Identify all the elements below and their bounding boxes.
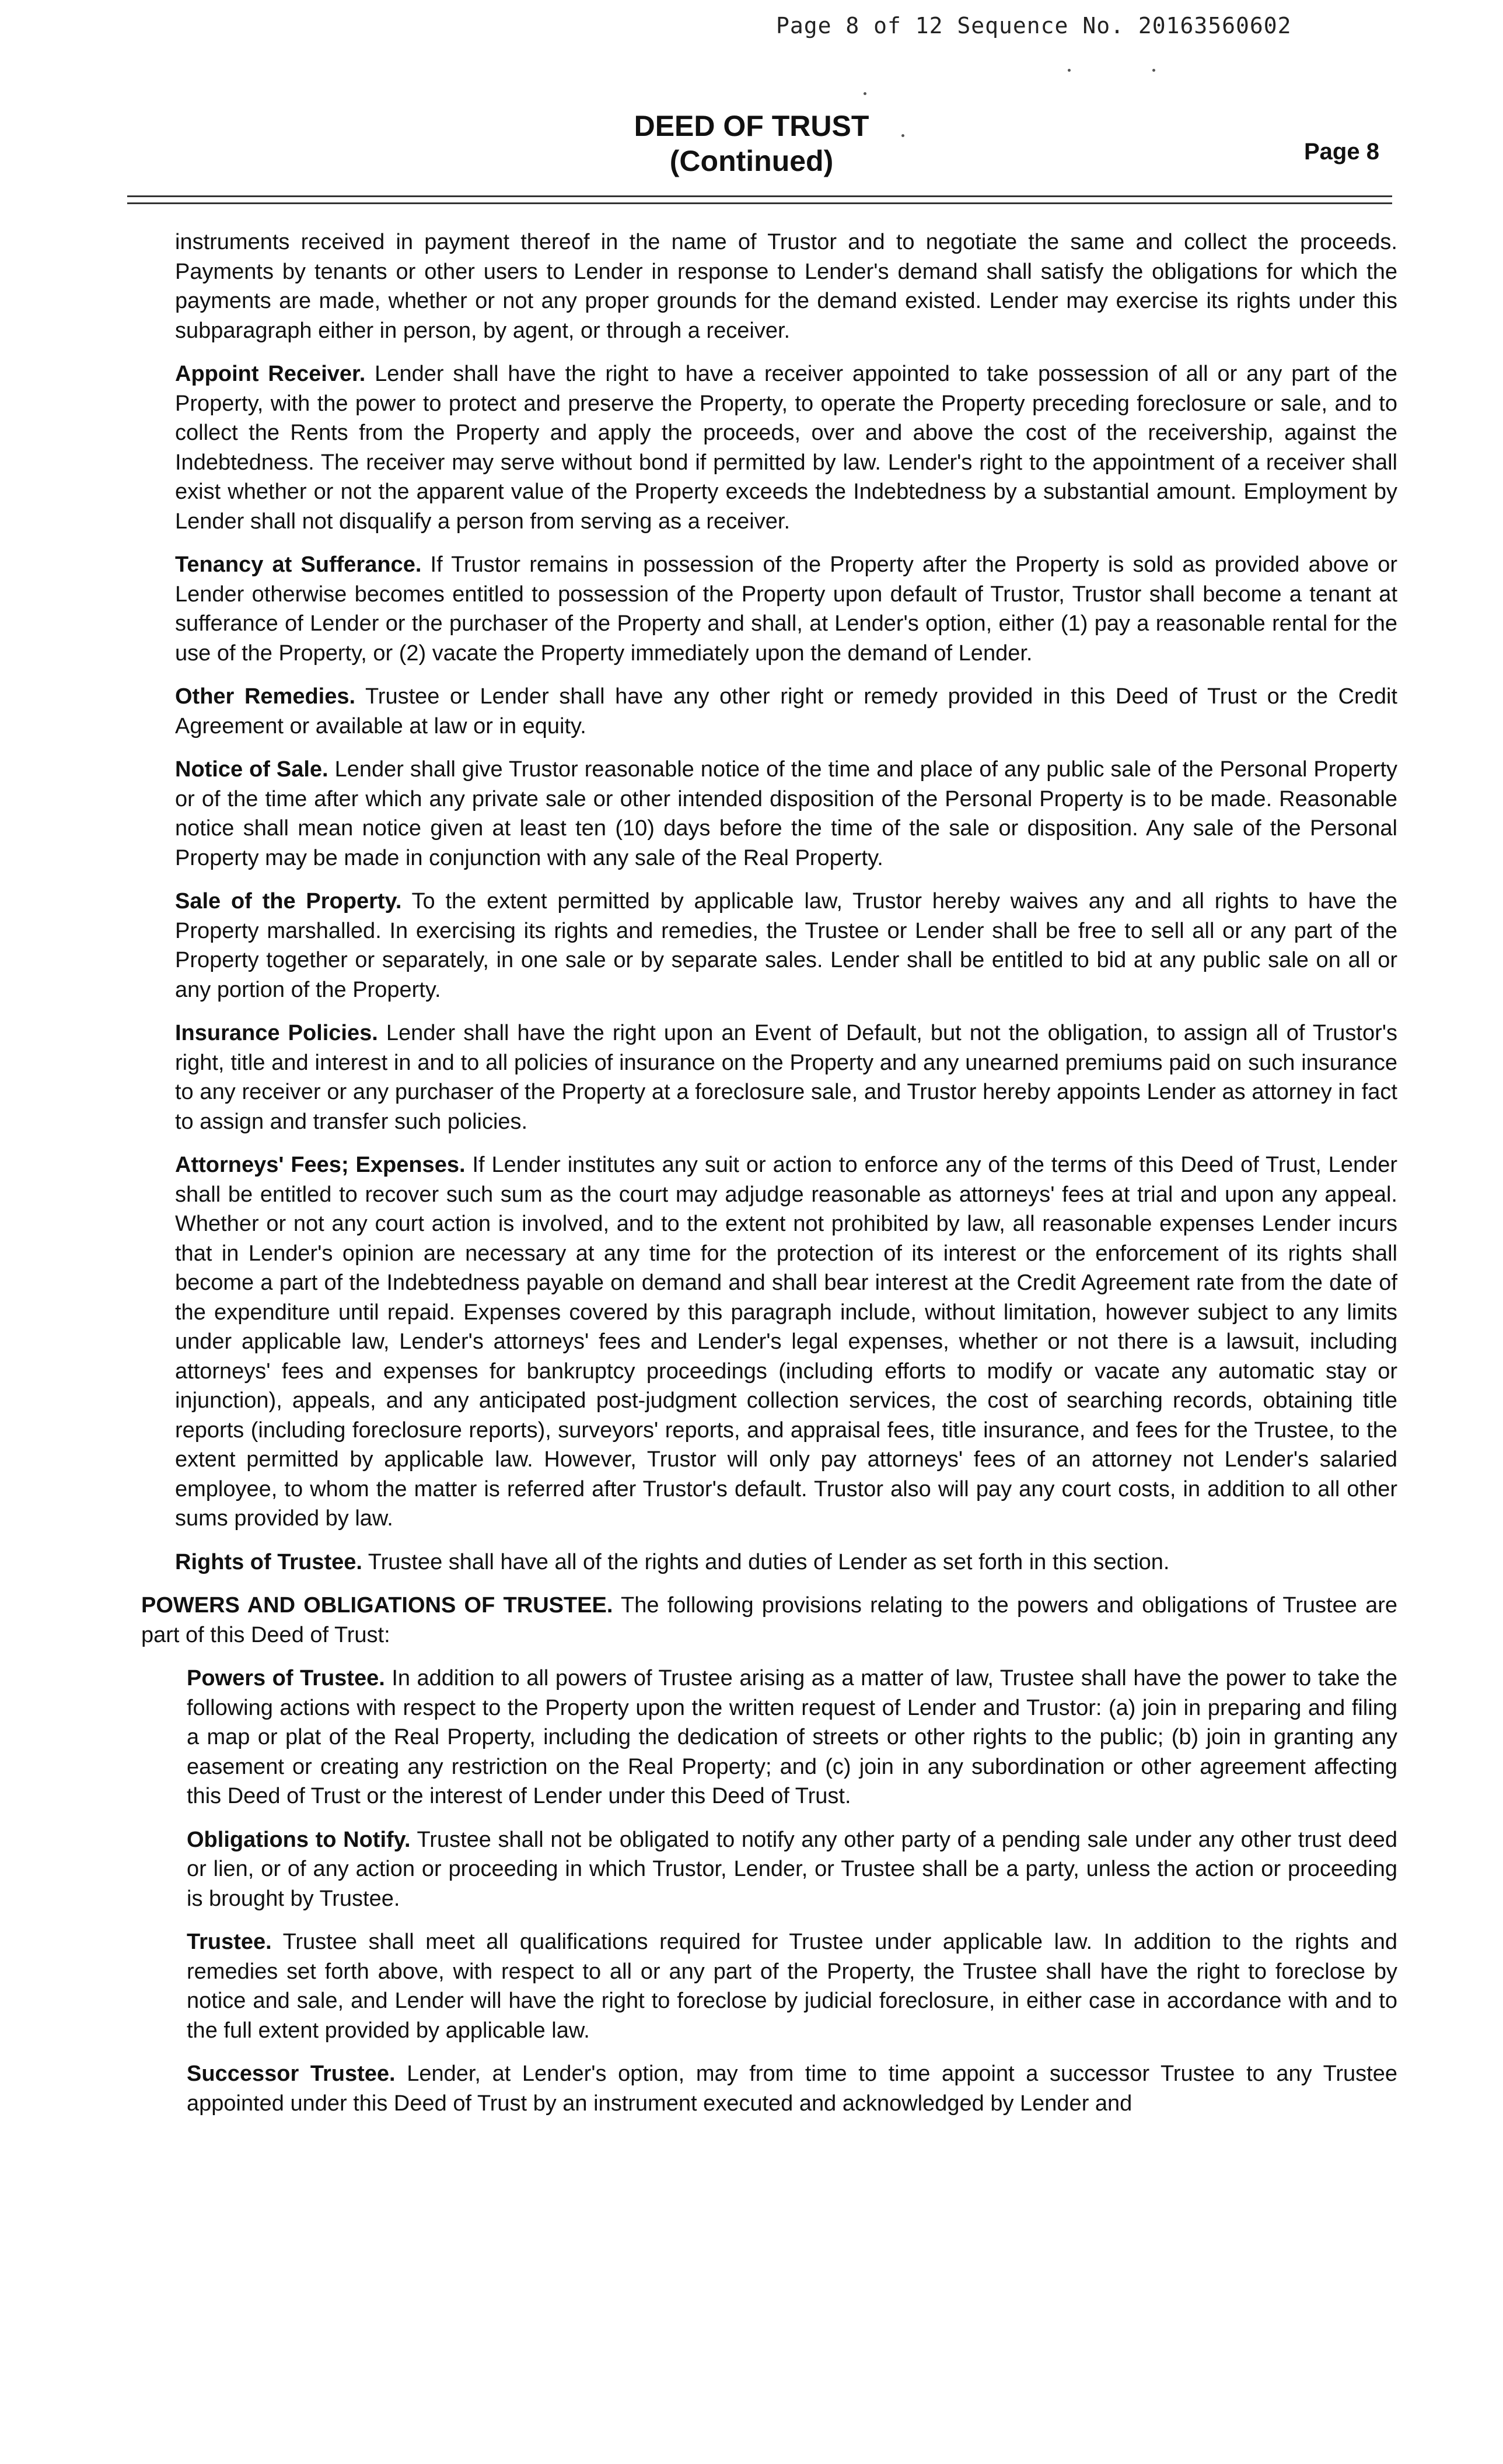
section-powers-and-obligations xyxy=(141,1591,1397,1650)
paragraph-heading: Obligations to Notify. xyxy=(187,1827,411,1852)
header-rule-bottom xyxy=(127,202,1392,204)
page-label: Page 8 xyxy=(1304,139,1379,164)
document-subtitle: (Continued) xyxy=(669,145,834,177)
header-rule-top xyxy=(127,195,1392,197)
paragraph-heading: Other Remedies. xyxy=(175,684,356,709)
paragraph-text: Trustee shall meet all qualifications required for Trustee under applicable law. In addition to the rights and remedies set forth above, with respect to all or any part of the Property, the Trustee shall have the right to foreclose by notice and sale, and Lender will have the right to foreclose by judicial foreclosure, in either case in accordance with and to the full extent provided by applicable law. xyxy=(187,1930,1397,2043)
paragraph-tenancy-at-sufferance xyxy=(175,550,1397,668)
paragraph-text: instruments received in payment thereof in the name of Trustor and to negotiate the same and collect the proceeds. Payments by tenants or other users to Lender in response to Lender's demand shall satisfy the obligations for which the payments are made, whether or not any proper grounds for the demand existed. Lender may exercise its rights under this subparagraph either in person, by agent, or through a receiver. xyxy=(175,230,1397,343)
page-sequence-header: Page 8 of 12 Sequence No. 20163560602 xyxy=(776,13,1292,38)
paragraph-heading: Trustee. xyxy=(187,1930,272,1954)
paragraph-successor-trustee xyxy=(187,2059,1397,2118)
paragraph-text: In addition to all powers of Trustee arising as a matter of law, Trustee shall have the power to take the following actions with respect to the Property upon the written request of Lender and Trustor: (a) join in preparing and filing a map or plat of the Real Property, including the dedication of streets or other rights to the public; (b) join in granting any easement or creating any restriction on the Real Property; and (c) join in any subordination or other agreement affecting this Deed of Trust or the interest of Lender under this Deed of Trust. xyxy=(187,1666,1397,1808)
paragraph-heading: Tenancy at Sufferance. xyxy=(175,552,422,577)
paragraph-appoint-receiver xyxy=(175,359,1397,536)
scan-speck xyxy=(864,92,866,95)
paragraph-attorneys-fees xyxy=(175,1150,1397,1534)
paragraph-text: Trustee shall have all of the rights and duties of Lender as set forth in this section. xyxy=(368,1549,1170,1574)
paragraph-text: If Lender institutes any suit or action to enforce any of the terms of this Deed of Trust, Lender shall be entitled to recover such sum as the court may adjudge reasonable as attorneys' fees at trial and upon any appeal. Whether or not any court action is involved, and to the extent not prohibited by law, all reasonable expenses Lender incurs that in Lender's opinion are necessary at any time for the protection of its interest or the enforcement of its rights shall become a part of the Indebtedness payable on demand and shall bear interest at the Credit Agreement rate from the date of the expenditure until repaid. Expenses covered by this paragraph include, without limitation, however subject to any limits under applicable law, Lender's attorneys' fees and Lender's legal expenses, whether or not there is a lawsuit, including attorneys' fees and expenses for bankruptcy proceedings (including efforts to modify or vacate any automatic stay or injunction), appeals, and any anticipated post-judgment collection services, the cost of searching records, obtaining title reports (including foreclosure reports), surveyors' reports, and appraisal fees, title insurance, and fees for the Trustee, to the extent permitted by applicable law. However, Trustor will only pay attorneys' fees of an attorney not Lender's salaried employee, to whom the matter is referred after Trustor's default. Trustor also will pay any court costs, in addition to all other sums provided by law. xyxy=(175,1153,1398,1531)
paragraph-text: Trustee shall not be obligated to notify any other party of a pending sale under any other trust deed or lien, or of any action or proceeding in which Trustor, Lender, or Trustee shall be a party, unless the action or proceeding is brought by Trustee. xyxy=(187,1827,1397,1911)
paragraph-text: Lender shall have the right upon an Event of Default, but not the obligation, to assign all of Trustor's right, title and interest in and to all policies of insurance on the Property and any unearned premiums paid on such insurance to any receiver or any purchaser of the Property at a foreclosure sale, and Trustor hereby appoints Lender as attorney in fact to assign and transfer such policies. xyxy=(175,1021,1397,1134)
section-text: The following provisions relating to the powers and obligations of Trustee are part of this Deed of Trust: xyxy=(141,1593,1397,1647)
paragraph-insurance-policies xyxy=(175,1019,1397,1136)
paragraph-trustee xyxy=(187,1927,1397,2045)
paragraph-heading: Successor Trustee. xyxy=(187,2062,396,2086)
paragraph-continued xyxy=(175,228,1397,345)
paragraph-heading: Insurance Policies. xyxy=(175,1021,378,1045)
scan-speck xyxy=(1068,69,1071,72)
document-body xyxy=(141,228,1398,2132)
paragraph-rights-of-trustee xyxy=(175,1548,1397,1577)
paragraph-heading: Rights of Trustee. xyxy=(175,1549,362,1574)
paragraph-heading: Powers of Trustee. xyxy=(187,1666,385,1690)
paragraph-obligations-to-notify xyxy=(187,1825,1397,1914)
paragraph-text: Lender shall give Trustor reasonable notice of the time and place of any public sale of the Personal Property or of the time after which any private sale or other intended disposition of the Personal Property is to be made. Reasonable notice shall mean notice given at least ten (10) days before the time of the sale or disposition. Any sale of the Personal Property may be made in conjunction with any sale of the Real Property. xyxy=(175,757,1398,870)
scan-speck xyxy=(1152,69,1155,72)
paragraph-heading: Notice of Sale. xyxy=(175,757,328,782)
section-heading: POWERS AND OBLIGATIONS OF TRUSTEE. xyxy=(141,1593,613,1618)
paragraph-text: Lender shall have the right to have a receiver appointed to take possession of all or any part of the Property, with the power to protect and preserve the Property, to operate the Property preceding foreclosure or sale, and to collect the Rents from the Property and apply the proceeds, over and above the cost of the receivership, against the Indebtedness. The receiver may serve without bond if permitted by law. Lender's right to the appointment of a receiver shall exist whether or not the apparent value of the Property exceeds the Indebtedness by a substantial amount. Employment by Lender shall not disqualify a person from serving as a receiver. xyxy=(175,362,1397,534)
paragraph-notice-of-sale xyxy=(175,755,1397,873)
paragraph-heading: Attorneys' Fees; Expenses. xyxy=(175,1153,466,1177)
document-title: DEED OF TRUST xyxy=(634,110,869,142)
paragraph-sale-of-property xyxy=(175,887,1397,1005)
document-title-block xyxy=(0,108,1503,178)
paragraph-heading: Appoint Receiver. xyxy=(175,362,366,386)
paragraph-text: Lender, at Lender's option, may from time to time appoint a successor Trustee to any Trustee appointed under this Deed of Trust by an instrument executed and acknowledged by Lender and xyxy=(187,2062,1397,2116)
paragraph-text: To the extent permitted by applicable law, Trustor hereby waives any and all rights to have the Property marshalled. In exercising its rights and remedies, the Trustee or Lender shall be free to sell all or any part of the Property together or separately, in one sale or by separate sales. Lender shall be entitled to bid at any public sale on all or any portion of the Property. xyxy=(175,889,1397,1002)
paragraph-text: If Trustor remains in possession of the Property after the Property is sold as provided above or Lender otherwise becomes entitled to possession of the Property upon default of Trustor, Trustor shall become a tenant at sufferance of Lender or the purchaser of the Property and shall, at Lender's option, either (1) pay a reasonable rental for the use of the Property, or (2) vacate the Property immediately upon the demand of Lender. xyxy=(175,552,1398,666)
paragraph-other-remedies xyxy=(175,682,1397,741)
paragraph-powers-of-trustee xyxy=(187,1664,1397,1811)
paragraph-heading: Sale of the Property. xyxy=(175,889,402,914)
paragraph-text: Trustee or Lender shall have any other right or remedy provided in this Deed of Trust or the Credit Agreement or available at law or in equity. xyxy=(175,684,1397,738)
